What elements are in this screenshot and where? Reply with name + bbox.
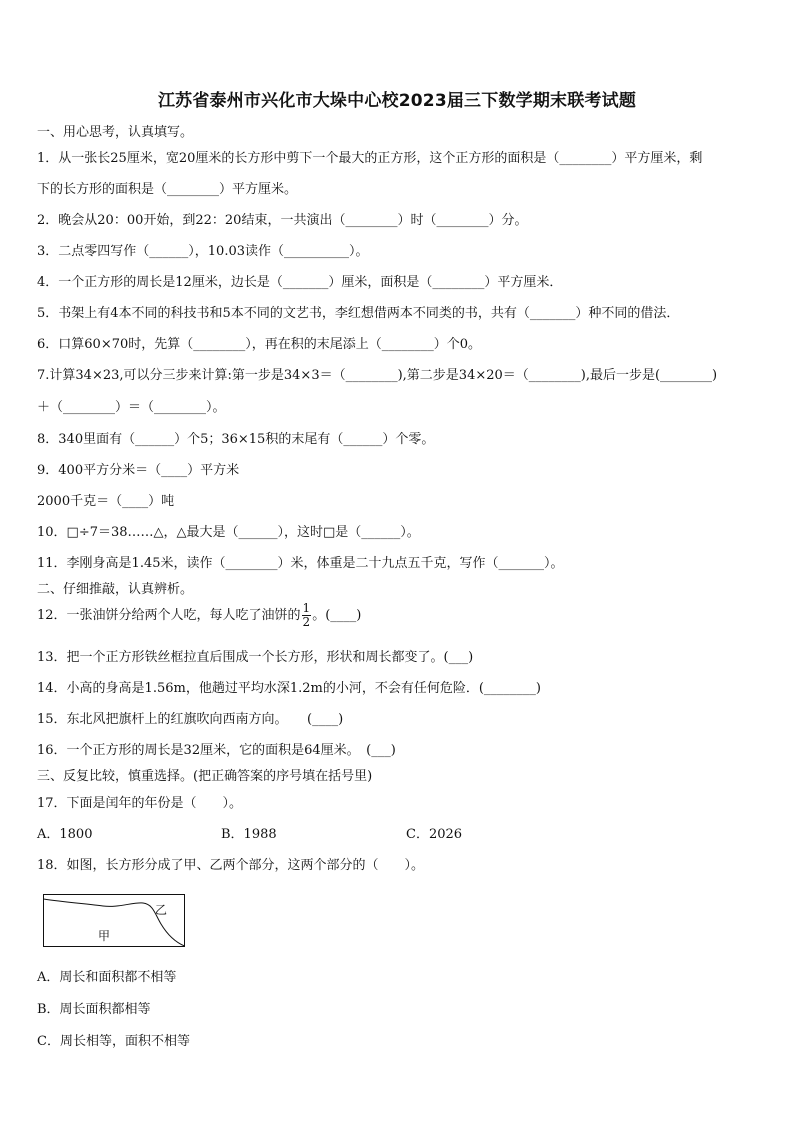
- question-18-option-c: C．周长相等，面积不相等: [37, 1034, 190, 1049]
- question-12-text: 12．一张油饼分给两个人吃，每人吃了油饼的: [37, 608, 301, 623]
- question-5: 5．书架上有4本不同的科技书和5本不同的文艺书，李红想借两本不同类的书，共有（_______）种不同的借法．: [37, 306, 680, 321]
- question-13: 13．把一个正方形铁丝框拉直后围成一个长方形，形状和周长都变了。(___): [37, 650, 474, 665]
- question-2: 2．晚会从20：00开始，到22：20结束，一共演出（________）时（________）分。: [37, 213, 528, 228]
- fraction-numerator: 1: [302, 601, 311, 615]
- question-9-line-1: 9．400平方分米＝（____）平方米: [37, 463, 240, 478]
- page-title: 江苏省泰州市兴化市大垛中心校2023届三下数学期末联考试题: [157, 91, 637, 111]
- section-2-heading: 二、仔细推敲，认真辨析。: [37, 582, 194, 597]
- question-4: 4．一个正方形的周长是12厘米，边长是（_______）厘米，面积是（________）平方厘米．: [37, 275, 563, 290]
- question-3: 3．二点零四写作（______），10.03读作（__________）。: [37, 244, 369, 259]
- question-14: 14．小高的身高是1.56m，他趟过平均水深1.2m的小河，不会有任何危险．(________): [37, 681, 541, 696]
- fraction-denominator: 2: [302, 615, 311, 629]
- question-18-option-a: A．周长和面积都不相等: [37, 970, 177, 985]
- question-17-option-a: A．1800: [37, 827, 93, 842]
- question-8: 8．340里面有（______）个5；36×15积的末尾有（______）个零。: [37, 432, 435, 447]
- question-1-line-2: 下的长方形的面积是（________）平方厘米。: [37, 182, 298, 197]
- question-18: 18．如图，长方形分成了甲、乙两个部分，这两个部分的（ ）。: [37, 858, 425, 873]
- question-10: 10．□÷7＝38……△，△最大是（______），这时□是（______）。: [37, 525, 420, 540]
- fraction-one-half: [302, 602, 312, 629]
- question-9-line-2: 2000千克＝（____）吨: [37, 494, 175, 509]
- question-15: 15．东北风把旗杆上的红旗吹向西南方向。 (____): [37, 712, 344, 727]
- rectangle-figure: [43, 894, 185, 947]
- question-7-line-2: ＋（________）＝（________）。: [37, 400, 226, 415]
- question-16: 16．一个正方形的周长是32厘米，它的面积是64厘米。 (___): [37, 743, 396, 758]
- question-17: 17．下面是闰年的年份是（ ）。: [37, 796, 243, 811]
- question-17-option-c: C．2026: [406, 827, 463, 842]
- label-yi: 乙: [155, 903, 168, 917]
- question-17-option-b: B．1988: [221, 827, 277, 842]
- question-12-blank: 。(____): [312, 608, 362, 623]
- section-1-heading: 一、用心思考，认真填写。: [37, 125, 194, 140]
- label-jia: 甲: [98, 929, 111, 943]
- question-6: 6．口算60×70时，先算（________），再在积的末尾添上（________）个0。: [37, 337, 482, 352]
- question-1-line-1: 1．从一张长25厘米，宽20厘米的长方形中剪下一个最大的正方形，这个正方形的面积是（________）平方厘米，剩: [37, 151, 703, 166]
- question-18-option-b: B．周长面积都相等: [37, 1002, 151, 1017]
- question-11: 11．李刚身高是1.45米，读作（________）米，体重是二十九点五千克，写作（_______）。: [37, 556, 564, 571]
- question-12: [37, 602, 361, 629]
- question-7-line-1: 7.计算34×23,可以分三步来计算:第一步是34×3＝（________),第二步是34×20＝（________),最后一步是(________): [37, 368, 718, 383]
- section-3-heading: 三、反复比较，慎重选择。(把正确答案的序号填在括号里): [37, 769, 373, 784]
